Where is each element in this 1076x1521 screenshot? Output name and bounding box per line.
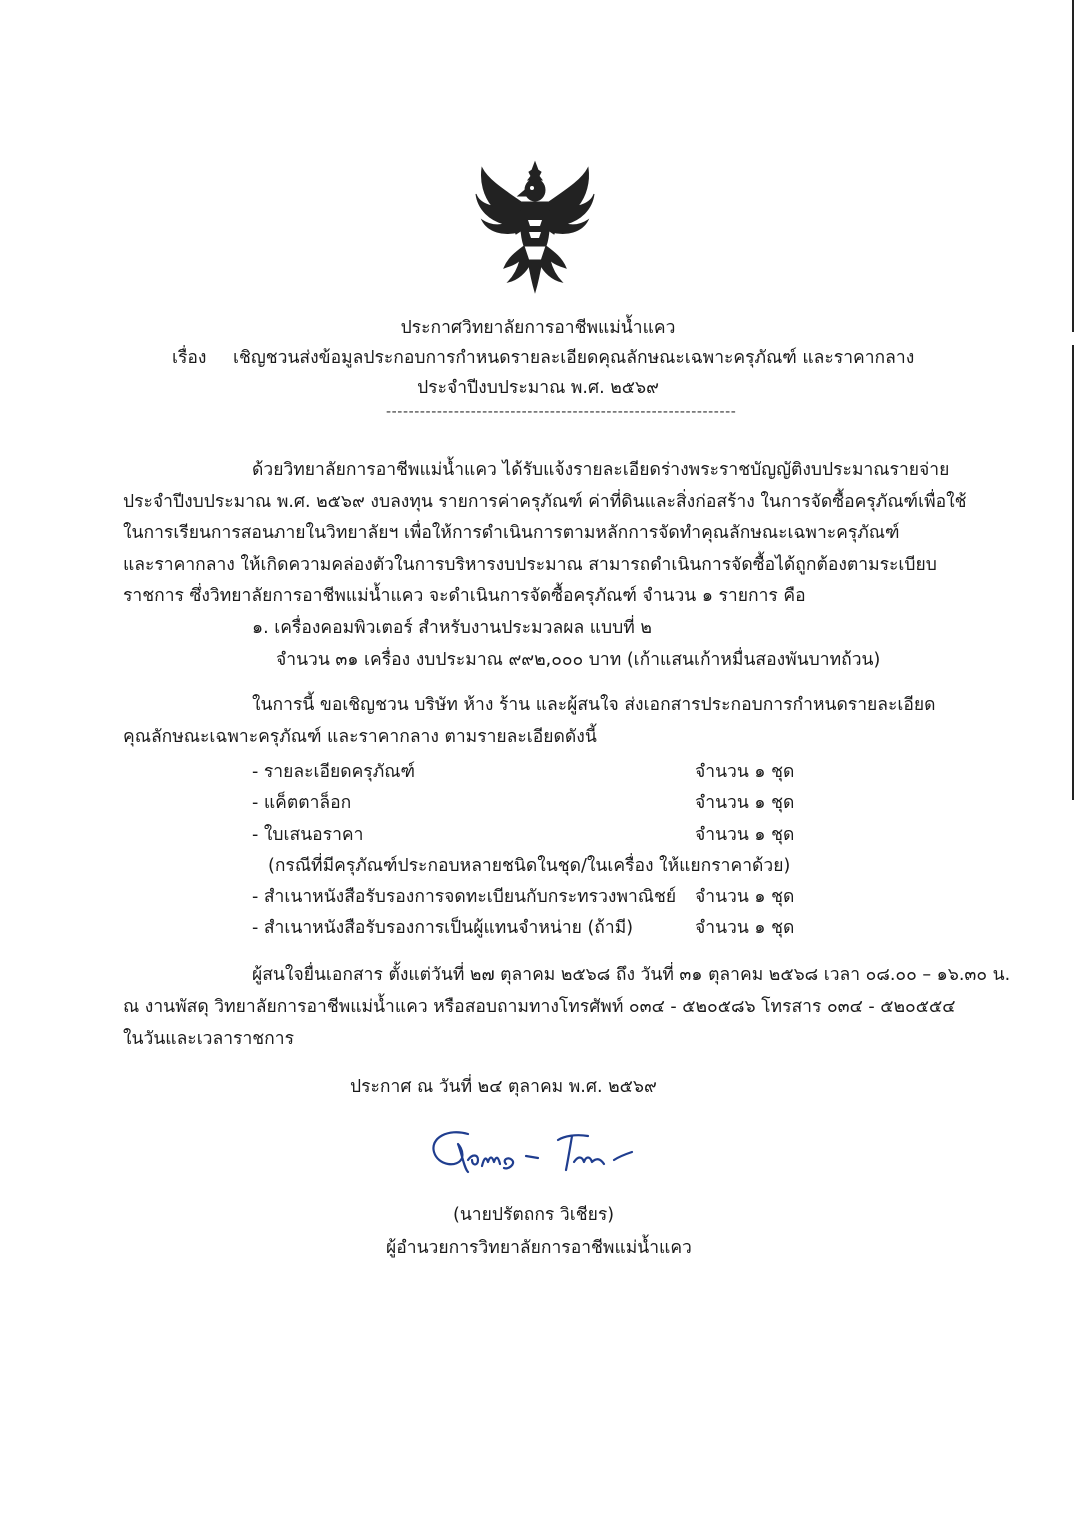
para3-line: ในวันและเวลาราชการ: [123, 1029, 294, 1049]
document-note: (กรณีที่มีครุภัณฑ์ประกอบหลายชนิดในชุด/ในเครื่อง ให้แยกราคาด้วย): [268, 856, 791, 876]
subject-text: เชิญชวนส่งข้อมูลประกอบการกำหนดรายละเอียดคุณลักษณะเฉพาะครุภัณฑ์ และราคากลาง: [233, 348, 915, 368]
document-qty: จำนวน ๑ ชุด: [695, 762, 795, 782]
announce-date: ประกาศ ณ วันที่ ๒๔ ตุลาคม พ.ศ. ๒๕๖๙: [350, 1077, 657, 1097]
para2-line: คุณลักษณะเฉพาะครุภัณฑ์ และราคากลาง ตามรายละเอียดดังนี้: [123, 727, 597, 747]
item-title: ๑. เครื่องคอมพิวเตอร์ สำหรับงานประมวลผล แบบที่ ๒: [252, 618, 652, 638]
document-title: ประกาศวิทยาลัยการอาชีพแม่น้ำแคว: [400, 318, 676, 338]
divider: --------------------------------------------------------------: [386, 404, 737, 420]
document-qty: จำนวน ๑ ชุด: [695, 887, 795, 907]
signature-icon: [428, 1122, 648, 1192]
para3-line: ณ งานพัสดุ วิทยาลัยการอาชีพแม่น้ำแคว หรือสอบถามทางโทรศัพท์ ๐๓๔ - ๕๒๐๕๘๖ โทรสาร ๐๓๔ - ๕๒๐๕๕๔: [123, 997, 956, 1017]
scan-edge-mark: [1072, 345, 1074, 800]
document-qty: จำนวน ๑ ชุด: [695, 793, 795, 813]
document-qty: จำนวน ๑ ชุด: [695, 825, 795, 845]
para1-line: ราชการ ซึ่งวิทยาลัยการอาชีพแม่น้ำแคว จะดำเนินการจัดซื้อครุภัณฑ์ จำนวน ๑ รายการ คือ: [123, 586, 806, 606]
signer-name: (นายปรัตถกร วิเชียร): [453, 1205, 615, 1225]
subject-fiscal-year: ประจำปีงบประมาณ พ.ศ. ๒๕๖๙: [417, 378, 659, 398]
scan-edge-mark: [1072, 0, 1074, 332]
para1-line: ในการเรียนการสอนภายในวิทยาลัยฯ เพื่อให้การดำเนินการตามหลักการจัดทำคุณลักษณะเฉพาะครุภัณฑ์: [123, 523, 900, 543]
document-item: - รายละเอียดครุภัณฑ์: [252, 762, 415, 782]
signer-title: ผู้อำนวยการวิทยาลัยการอาชีพแม่น้ำแคว: [386, 1238, 692, 1258]
para1-line: ประจำปีงบประมาณ พ.ศ. ๒๕๖๙ งบลงทุน รายการค่าครุภัณฑ์ ค่าที่ดินและสิ่งก่อสร้าง ในการจัดซื้อครุภัณฑ์เพื่อใช้: [123, 492, 967, 512]
para3-line: ผู้สนใจยื่นเอกสาร ตั้งแต่วันที่ ๒๗ ตุลาคม ๒๕๖๘ ถึง วันที่ ๓๑ ตุลาคม ๒๕๖๘ เวลา ๐๘.๐๐ – ๑๖.๓๐ น.: [252, 965, 1011, 985]
para1-line: ด้วยวิทยาลัยการอาชีพแม่น้ำแคว ได้รับแจ้งรายละเอียดร่างพระราชบัญญัติงบประมาณรายจ่าย: [252, 460, 950, 480]
subject-label: เรื่อง: [172, 348, 207, 368]
document-item: - ใบเสนอราคา: [252, 825, 364, 845]
document-item: - สำเนาหนังสือรับรองการเป็นผู้แทนจำหน่าย (ถ้ามี): [252, 918, 634, 938]
document-qty: จำนวน ๑ ชุด: [695, 918, 795, 938]
para1-line: และราคากลาง ให้เกิดความคล่องตัวในการบริหารงบประมาณ สามารถดำเนินการจัดซื้อได้ถูกต้องตามระเบียบ: [123, 555, 937, 575]
document-item: - แค็ตตาล็อก: [252, 793, 352, 813]
item-detail: จำนวน ๓๑ เครื่อง งบประมาณ ๙๙๒,๐๐๐ บาท (เก้าแสนเก้าหมื่นสองพันบาทถ้วน): [276, 650, 881, 670]
document-item: - สำเนาหนังสือรับรองการจดทะเบียนกับกระทรวงพาณิชย์: [252, 887, 677, 907]
para2-line: ในการนี้ ขอเชิญชวน บริษัท ห้าง ร้าน และผู้สนใจ ส่งเอกสารประกอบการกำหนดรายละเอียด: [252, 695, 936, 715]
garuda-emblem-icon: [474, 160, 596, 294]
